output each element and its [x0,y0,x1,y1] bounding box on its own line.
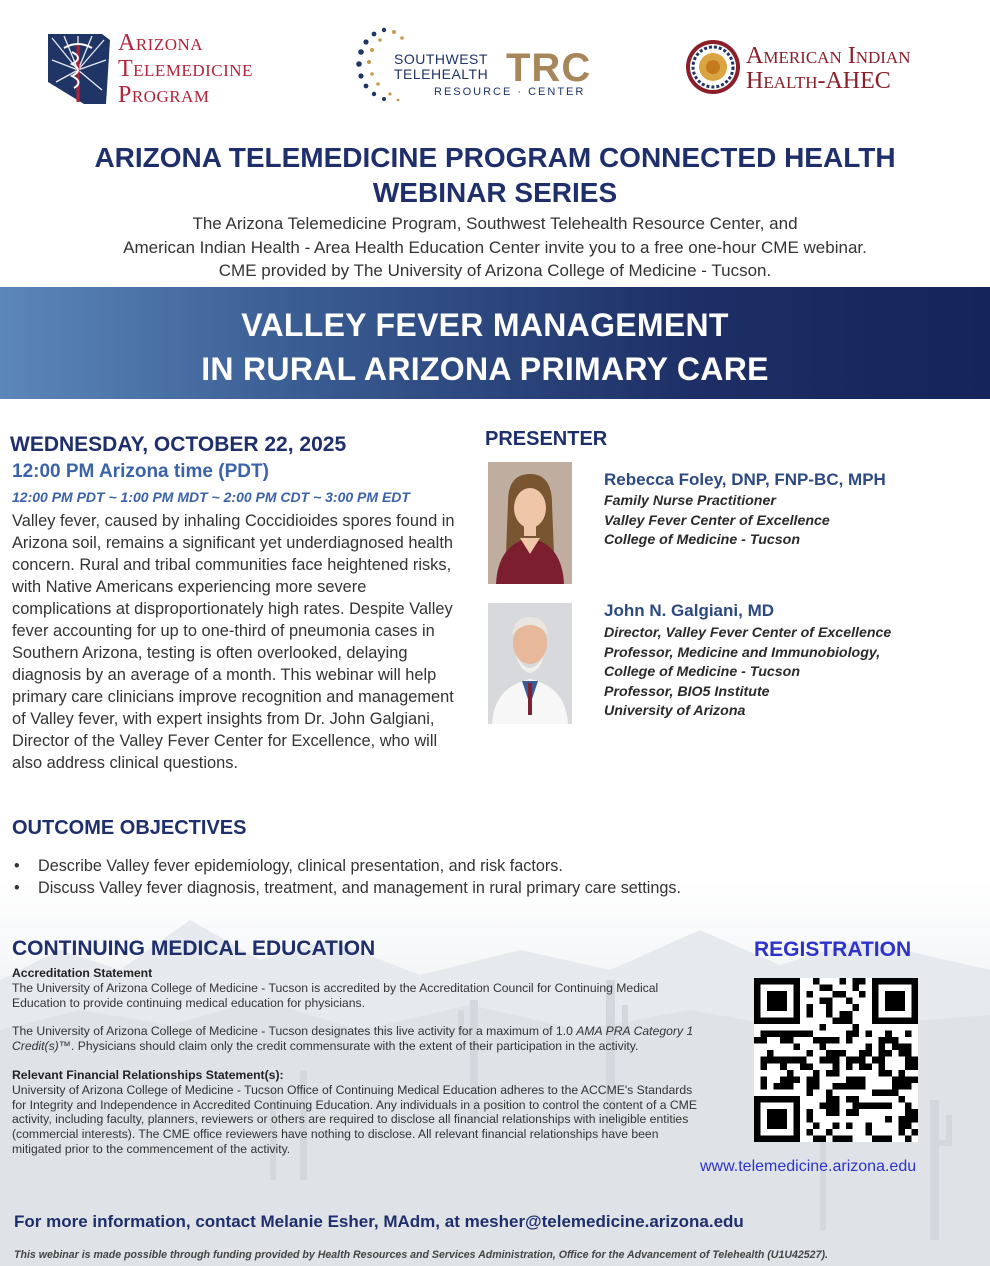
arizona-telemedicine-program-logo [44,30,294,110]
atp-logo-line3: Program [118,82,210,108]
designation-text-a: The University of Arizona College of Medicine - Tucson designates this live activity for a maximum of 1.0 [12,1024,573,1039]
objective-item: • Describe Valley fever epidemiology, clinical presentation, and risk factors. [14,855,914,877]
presenter-title-line: Family Nurse Practitioner [604,493,776,509]
atp-logo-line2: Telemedicine [118,56,253,82]
presenter-title-line: College of Medicine - Tucson [604,532,801,549]
trc-wordmark: TRC [506,46,592,90]
presenter-title-line: Professor, BIO5 Institute [604,683,770,700]
presenter-title-line: Professor, Medicine and Immunobiology, [604,644,881,661]
presenter-titles-foley [604,492,830,551]
presenter-photo-foley [488,462,572,584]
presenter-title-line: University of Arizona [604,703,746,720]
event-date: WEDNESDAY, OCTOBER 22, 2025 [10,433,347,456]
sun-medallion-icon [684,38,742,96]
intro-line2: American Indian Health - Area Health Education Center invite you to a free one-hour CME webinar. [123,237,867,257]
atp-logo-line1: Arizona [118,30,204,56]
cme-body [12,966,702,1157]
swtrc-logo-line3: RESOURCE · CENTER [434,86,586,98]
presenter-name-foley: Rebecca Foley, DNP, FNP-BC, MPH [604,470,886,489]
accreditation-text: The University of Arizona College of Medicine - Tucson is accredited by the Accreditation Council for Continuing Medical Education to provide continuing medical education for physicians. [12,980,659,1010]
presenter-titles-galgiani [604,624,891,722]
event-time-arizona: 12:00 PM Arizona time (PDT) [12,461,269,482]
aihahec-logo-line1: American Indian [746,43,911,69]
series-title-line2: WEBINAR SERIES [372,177,618,208]
swtrc-logo-line1: SOUTHWEST [394,51,488,67]
objectives-list [14,855,914,899]
designation-credit: AMA PRA Category 1 Credit(s)™ [12,1024,694,1054]
cme-heading: CONTINUING MEDICAL EDUCATION [12,937,376,960]
registration-qr-code[interactable] [754,978,918,1142]
designation-statement [12,1024,702,1054]
american-indian-health-ahec-logo [684,38,954,102]
intro-line3: CME provided by The University of Arizona College of Medicine - Tucson. [218,261,772,280]
series-title-line1: ARIZONA TELEMEDICINE PROGRAM CONNECTED HEALTH [94,142,896,173]
objectives-heading: OUTCOME OBJECTIVES [12,817,247,839]
webinar-title-line2: IN RURAL ARIZONA PRIMARY CARE [201,351,769,387]
intro-line1: The Arizona Telemedicine Program, Southwest Telehealth Resource Center, and [192,214,798,233]
event-time-zones: 12:00 PM PDT ~ 1:00 PM MDT ~ 2:00 PM CDT ~ 3:00 PM EDT [12,489,410,505]
series-title [40,140,950,210]
presenter-heading: PRESENTER [485,428,608,450]
financial-heading: Relevant Financial Relationships Statement(s): [12,1067,284,1082]
presenter-title-line: College of Medicine - Tucson [604,664,801,681]
presenter-title-line: Director, Valley Fever Center of Excellence [604,625,892,641]
funding-statement: This webinar is made possible through funding provided by Health Resources and Services Administration, Office for the Advancement of Telehealth (U1U42527). [14,1249,828,1261]
contact-info: For more information, contact Melanie Esher, MAdm, at mesher@telemedicine.arizona.edu [14,1212,744,1231]
event-description: Valley fever, caused by inhaling Coccidioides spores found in Arizona soil, remains a significant yet underdiagnosed health concern. Rural and tribal communities face heightened risks, with Native Americans experiencing more severe complications at disproportionately high rates. Despite Valley fever accounting for up to one-third of pneumonia cases in Southern Arizona, testing is often overlooked, delaying diagnosis by an average of a month. This webinar will help primary care clinicians improve recognition and management of Valley fever, with expert insights from Dr. John Galgiani, Director of the Valley Fever Center for Excellence, who will also address clinical questions. [12,512,455,772]
arizona-state-caduceus-icon [44,30,114,108]
objective-item: • Discuss Valley fever diagnosis, treatment, and management in rural primary care settings. [14,877,914,899]
southwest-telehealth-resource-center-logo [354,24,624,108]
registration-link[interactable]: www.telemedicine.arizona.edu [700,1158,917,1175]
presenter-title-line: Valley Fever Center of Excellence [604,512,830,529]
webinar-title-line1: VALLEY FEVER MANAGEMENT [241,307,729,343]
presenter-name-galgiani: John N. Galgiani, MD [604,601,775,620]
designation-text-b: . Physicians should claim only the credit commensurate with the extent of their participation in the activity. [70,1039,639,1054]
webinar-title [0,303,970,391]
swtrc-logo-line2: TELEHEALTH [394,66,489,82]
intro-text [40,212,950,283]
webinar-title-banner [0,287,990,399]
registration-heading: REGISTRATION [754,938,912,961]
financial-text: University of Arizona College of Medicine - Tucson Office of Continuing Medical Education adheres to the ACCME's Standards for Integrity and Independence in Accredited Continuing Education. Any individuals in a position to control the content of a CME activity, including faculty, planners, reviewers or others are required to disclose all financial relationships with ineligible entities (commercial interests). The CME office reviewers have nothing to disclose. All relevant financial relationships have been mitigated prior to the commencement of the activity. [12,1082,697,1156]
presenter-photo-galgiani [488,603,572,724]
aihahec-logo-line2: Health-AHEC [746,68,891,94]
accreditation-heading: Accreditation Statement [12,966,153,980]
